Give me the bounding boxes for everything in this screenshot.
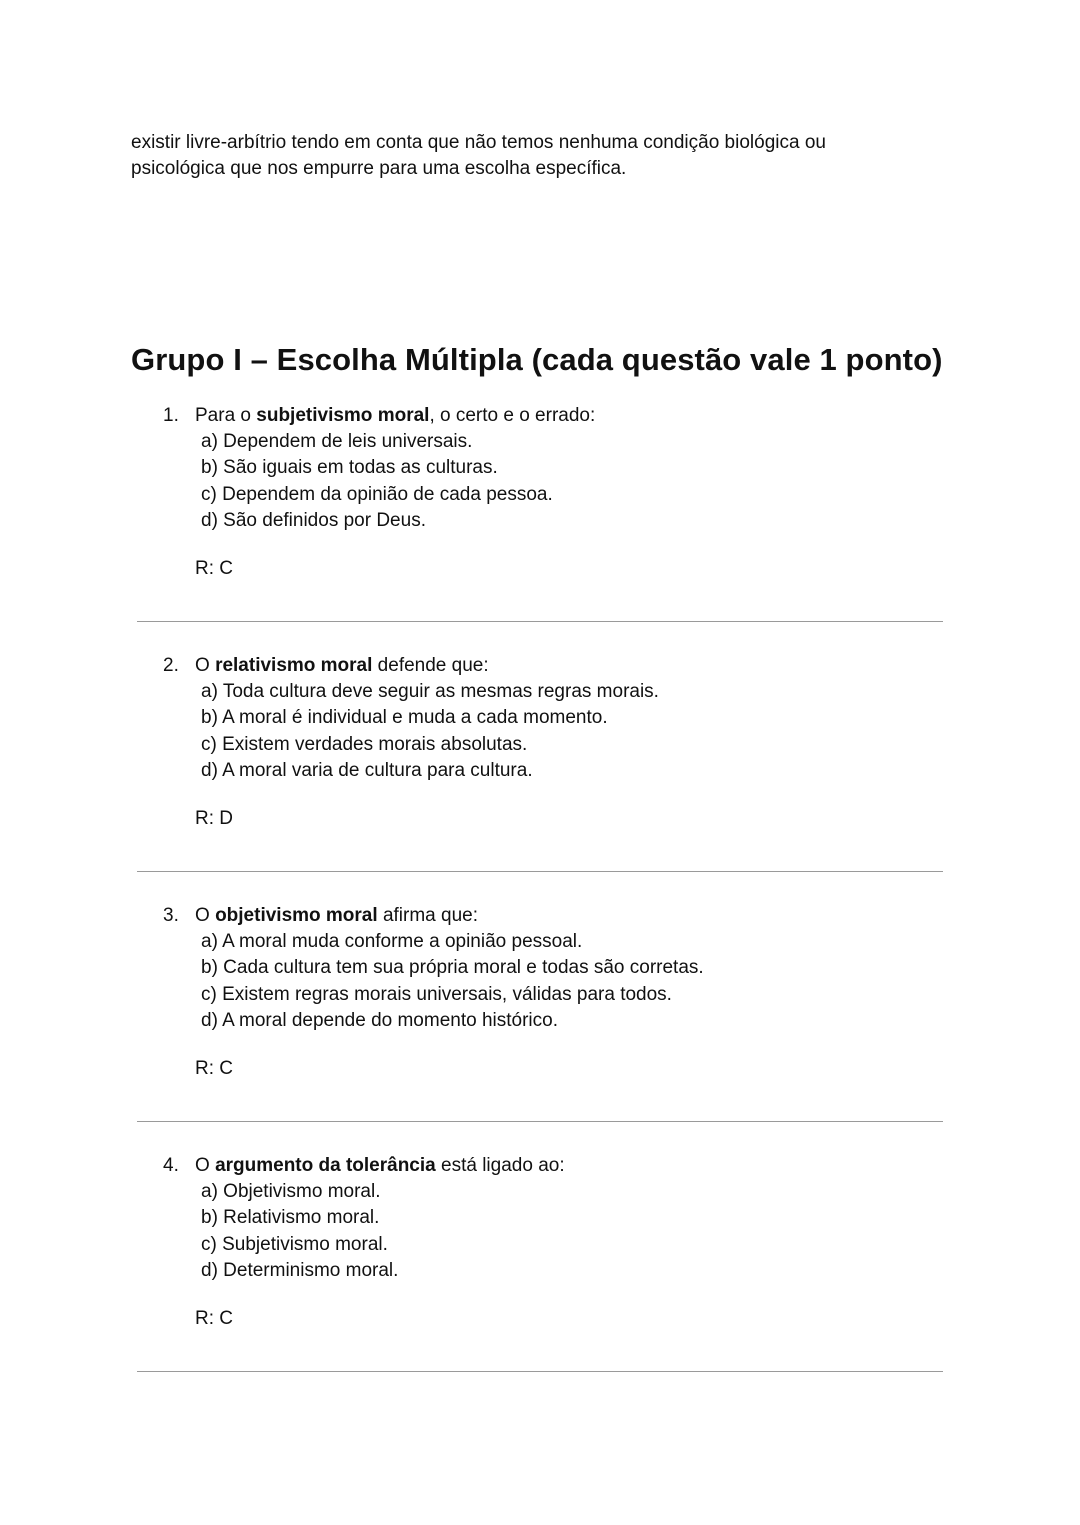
question-3 [163,903,943,1082]
divider [137,621,943,622]
intro-line-1: existir livre-arbítrio tendo em conta que não temos nenhuma condição biológica ou [131,132,826,153]
option-b: b) Relativismo moral. [201,1207,380,1229]
options-list [163,1179,943,1284]
option-c: c) Existem regras morais universais, válidas para todos. [201,983,672,1005]
option-d: d) Determinismo moral. [201,1259,399,1281]
section-heading: Grupo I – Escolha Múltipla (cada questão vale 1 ponto) [131,342,943,377]
option-c: c) Subjetivismo moral. [201,1233,388,1255]
option-d: d) A moral depende do momento histórico. [201,1009,558,1031]
options-list [163,429,943,534]
answer: R: C [195,1058,233,1080]
question-stem: 3. O objetivismo moral afirma que: [163,903,943,929]
answer: R: D [195,808,233,830]
question-term: subjetivismo moral [256,405,430,426]
option-b: b) A moral é individual e muda a cada momento. [201,707,608,729]
question-term: argumento da tolerância [215,1155,436,1176]
option-a: a) A moral muda conforme a opinião pessoal. [201,931,583,952]
answer: R: C [195,1308,233,1330]
option-c: c) Existem verdades morais absolutas. [201,733,528,755]
option-a: a) Dependem de leis universais. [201,431,473,452]
question-number: 3. [163,905,179,926]
question-stem: 1. Para o subjetivismo moral, o certo e o errado: [163,403,943,429]
question-4 [163,1153,943,1332]
option-b: b) São iguais em todas as culturas. [201,457,498,479]
question-stem: 4. O argumento da tolerância está ligado ao: [163,1153,943,1179]
option-c: c) Dependem da opinião de cada pessoa. [201,483,553,505]
options-list [163,929,943,1034]
question-number: 2. [163,655,179,676]
intro-paragraph [131,130,931,182]
question-number: 4. [163,1155,179,1176]
divider [137,871,943,872]
question-stem: 2. O relativismo moral defende que: [163,653,943,679]
divider [137,1121,943,1122]
question-term: relativismo moral [215,655,373,676]
option-a: a) Objetivismo moral. [201,1181,381,1202]
question-term: objetivismo moral [215,905,378,926]
option-d: d) A moral varia de cultura para cultura. [201,759,533,781]
question-1 [163,403,943,582]
option-b: b) Cada cultura tem sua própria moral e todas são corretas. [201,957,704,979]
options-list [163,679,943,784]
intro-line-2: psicológica que nos empurre para uma escolha específica. [131,158,627,179]
question-number: 1. [163,405,179,426]
option-a: a) Toda cultura deve seguir as mesmas regras morais. [201,681,659,702]
divider [137,1371,943,1372]
answer: R: C [195,558,233,580]
question-2 [163,653,943,832]
option-d: d) São definidos por Deus. [201,509,426,531]
